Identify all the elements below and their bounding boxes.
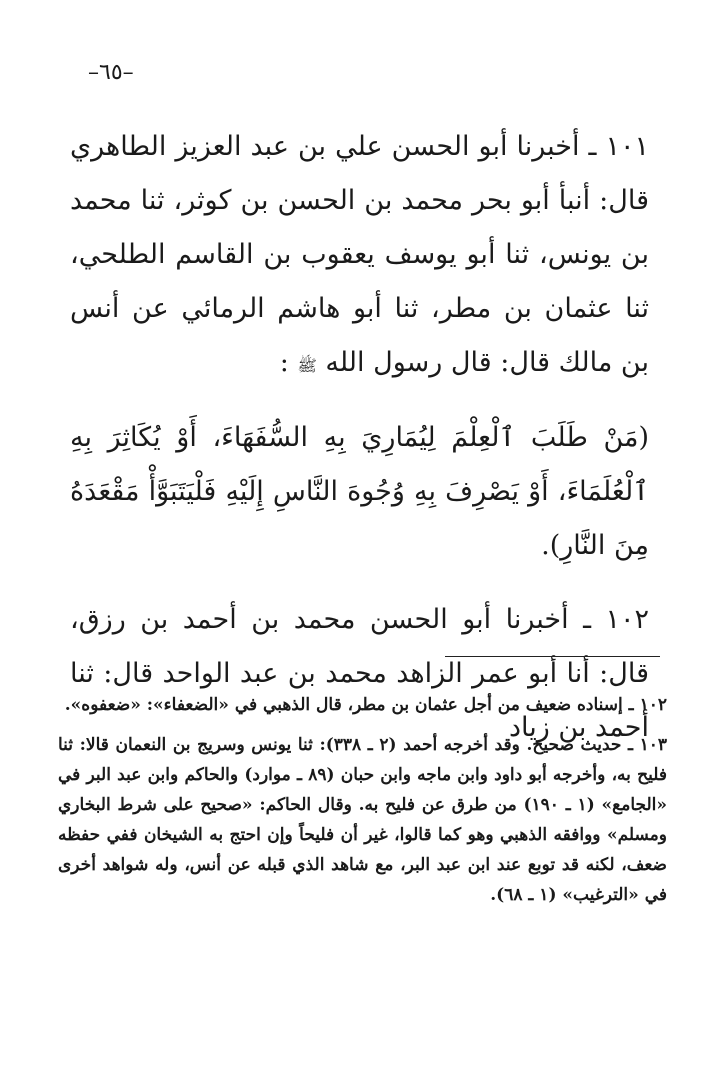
page-number: –٦٥–	[88, 60, 134, 85]
main-text	[70, 120, 649, 755]
paragraph-101-text: ١٠١ ـ أخبرنا أبو الحسن علي بن عبد العزيز الطاهري قال: أنبأ أبو بحر محمد بن الحسن بن كوثر، ثنا محمد بن يونس، ثنا أبو يوسف يعقوب بن القاسم الطلحي، ثنا عثمان بن مطر، ثنا أبو هاشم الرمائي عن أنس بن مالك قال: قال رسول الله	[70, 131, 649, 378]
footnotes	[58, 690, 667, 920]
paragraph-101	[70, 120, 649, 393]
paragraph-102: ١٠٢ ـ أخبرنا أبو الحسن محمد بن أحمد بن رزق، قال: أنا أبو عمر الزاهد محمد بن عبد الواحد قال: ثنا أحمد بن زياد	[70, 604, 649, 743]
hadith-quote: (مَنْ طَلَبَ ٱلْعِلْمَ لِيُمَارِيَ بِهِ السُّفَهَاءَ، أَوْ يُكَاثِرَ بِهِ ٱلْعُلَمَاءَ، أَوْ يَصْرِفَ بِهِ وُجُوهَ النَّاسِ إِلَيْهِ فَلْيَتَبَوَّأْ مَقْعَدَهُ مِنَ النَّارِ).	[70, 422, 649, 561]
salawat-glyph: ﷺ	[297, 356, 317, 375]
footnote-102: ١٠٢ ـ إسناده ضعيف من أجل عثمان بن مطر، قال الذهبي في «الضعفاء»: «ضعفوه».	[64, 695, 667, 715]
footnote-divider	[445, 656, 660, 657]
paragraph-101-colon: :	[279, 347, 289, 378]
footnote-103: ١٠٣ ـ حديث صحيح. وقد أخرجه أحمد (٢ ـ ٣٣٨): ثنا يونس وسريج بن النعمان قالا: ثنا فليح به، وأخرجه أبو داود وابن ماجه وابن حبان (٨٩ ـ موارد) والحاكم وابن عبد البر في «الجامع» (١ ـ ١٩٠) من طرق عن فليح به. وقال الحاكم: «صحيح على شرط البخاري ومسلم» ووافقه الذهبي وهو كما قالوا، غير أن فليحاً وإن احتج به الشيخان ففي حفظه ضعف، لكنه قد توبع عند ابن عبد البر، مع شاهد الذي قبله عن أنس، وله شواهد أخرى في «الترغيب» (١ ـ ٦٨).	[58, 735, 667, 905]
